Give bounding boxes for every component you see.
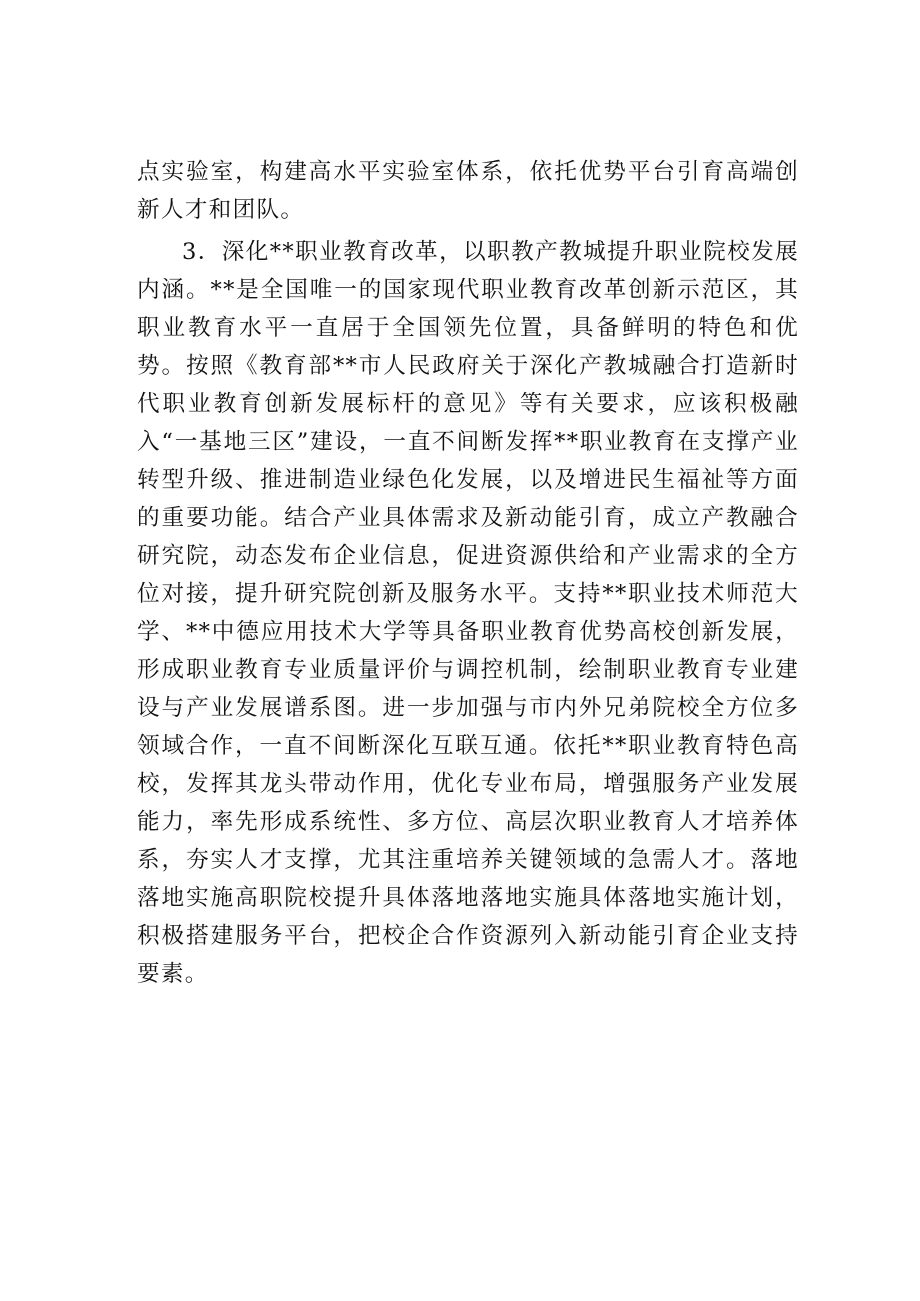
paragraph-section-3: 3．深化**职业教育改革，以职教产教城提升职业院校发展内涵。**是全国唯一的国家现代职业教育改革创新示范区，其职业教育水平一直居于全国领先位置，具备鲜明的特色和优势。按照《教育部**市人民政府关于深化产教城融合打造新时代职业教育创新发展标杆的意见》等有关要求，应该积极融入“一基地三区”建设，一直不间断发挥**职业教育在支撑产业转型升级、推进制造业绿色化发展，以及增进民生福祉等方面的重要功能。结合产业具体需求及新动能引育，成立产教融合研究院，动态发布企业信息，促进资源供给和产业需求的全方位对接，提升研究院创新及服务水平。支持**职业技术师范大学、**中德应用技术大学等具备职业教育优势高校创新发展，形成职业教育专业质量评价与调控机制，绘制职业教育专业建设与产业发展谱系图。进一步加强与市内外兄弟院校全方位多领域合作，一直不间断深化互联互通。依托**职业教育特色高校，发挥其龙头带动作用，优化专业布局，增强服务产业发展能力，率先形成系统性、多方位、高层次职业教育人才培养体系，夯实人才支撑，尤其注重培养关键领域的急需人才。落地落地实施高职院校提升具体落地落地实施具体落地实施计划，积极搭建服务平台，把校企合作资源列入新动能引育企业支持要素。: [137, 239, 799, 987]
paragraph-continuation: 点实验室，构建高水平实验室体系，依托优势平台引育高端创新人才和团队。: [137, 159, 799, 223]
document-body: [137, 153, 799, 993]
